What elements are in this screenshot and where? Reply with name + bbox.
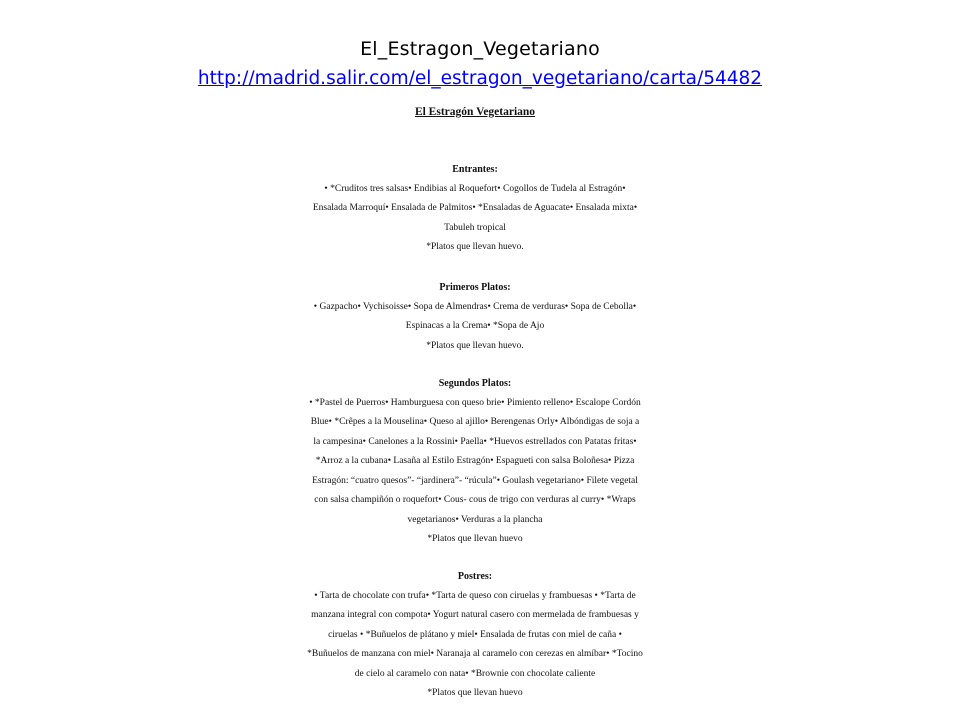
menu-line: • *Pastel de Puerros• Hamburguesa con queso brie• Pimiento relleno• Escalope Cordón: [309, 397, 641, 408]
menu-line: Ensalada Marroquí• Ensalada de Palmitos• *Ensaladas de Aguacate• Ensalada mixta•: [312, 203, 638, 213]
menu-line: Estragón: “cuatro quesos”- “jardinera”- “rúcula”• Goulash vegetariano• Filete vegetal: [312, 475, 638, 486]
section-heading: Postres:: [457, 571, 493, 582]
slide-title: El_Estragon_Vegetariano: [360, 38, 600, 60]
menu-line: Blue• *Crêpes a la Mouselina• Queso al ajillo• Berengenas Orly• Albóndigas de soja a: [310, 417, 640, 427]
section-postres: [260, 567, 690, 704]
source-link[interactable]: http://madrid.salir.com/el_estragon_vegetariano/carta/54482: [197, 68, 763, 89]
menu-line: • Tarta de chocolate con trufa• *Tarta de queso con ciruelas y frambuesas • *Tarta de: [314, 590, 636, 601]
section-segundos: [260, 374, 690, 550]
section-entrantes: [260, 160, 690, 258]
menu-line: • *Cruditos tres salsas• Endibias al Roquefort• Cogollos de Tudela al Estragón•: [324, 183, 626, 194]
section-heading: Segundos Platos:: [438, 378, 512, 389]
menu-line: *Platos que llevan huevo.: [426, 242, 524, 252]
section-heading: Entrantes:: [452, 164, 498, 175]
menu-line: *Buñuelos de manzana con miel• Naranaja al caramelo con cerezas en almíbar• *Tocino: [307, 649, 643, 659]
menu-line: *Arroz a la cubana• Lasaña al Estilo Estragón• Espagueti con salsa Boloñesa• Pizza: [315, 456, 635, 466]
menu-line: Espinacas a la Crema• *Sopa de Ajo: [405, 321, 545, 331]
section-heading: Primeros Platos:: [439, 282, 511, 293]
menu-line: *Platos que llevan huevo: [427, 688, 523, 698]
menu-title: El Estragón Vegetariano: [414, 106, 536, 118]
menu-line: *Platos que llevan huevo.: [426, 340, 524, 351]
menu-line: *Platos que llevan huevo: [427, 534, 523, 544]
menu-line: con salsa champiñón o roquefort• Cous- cous de trigo con verduras al curry• *Wraps: [314, 495, 636, 505]
menu-line: manzana integral con compota• Yogurt natural casero con mermelada de frambuesas y: [311, 610, 639, 620]
menu-line: de cielo al caramelo con nata• *Brownie con chocolate caliente: [354, 668, 596, 679]
menu-line: vegetarianos• Verduras a la plancha: [407, 514, 543, 525]
menu-line: la campesina• Canelones a la Rossini• Paella• *Huevos estrellados con Patatas fritas•: [313, 436, 637, 447]
menu-line: Tabuleh tropical: [444, 222, 506, 233]
menu-line: • Gazpacho• Vychisoisse• Sopa de Almendras• Crema de verduras• Sopa de Cebolla•: [313, 301, 637, 312]
menu-line: ciruelas • *Buñuelos de plátano y miel• Ensalada de frutas con miel de caña •: [328, 629, 622, 640]
section-primeros: [260, 278, 690, 356]
